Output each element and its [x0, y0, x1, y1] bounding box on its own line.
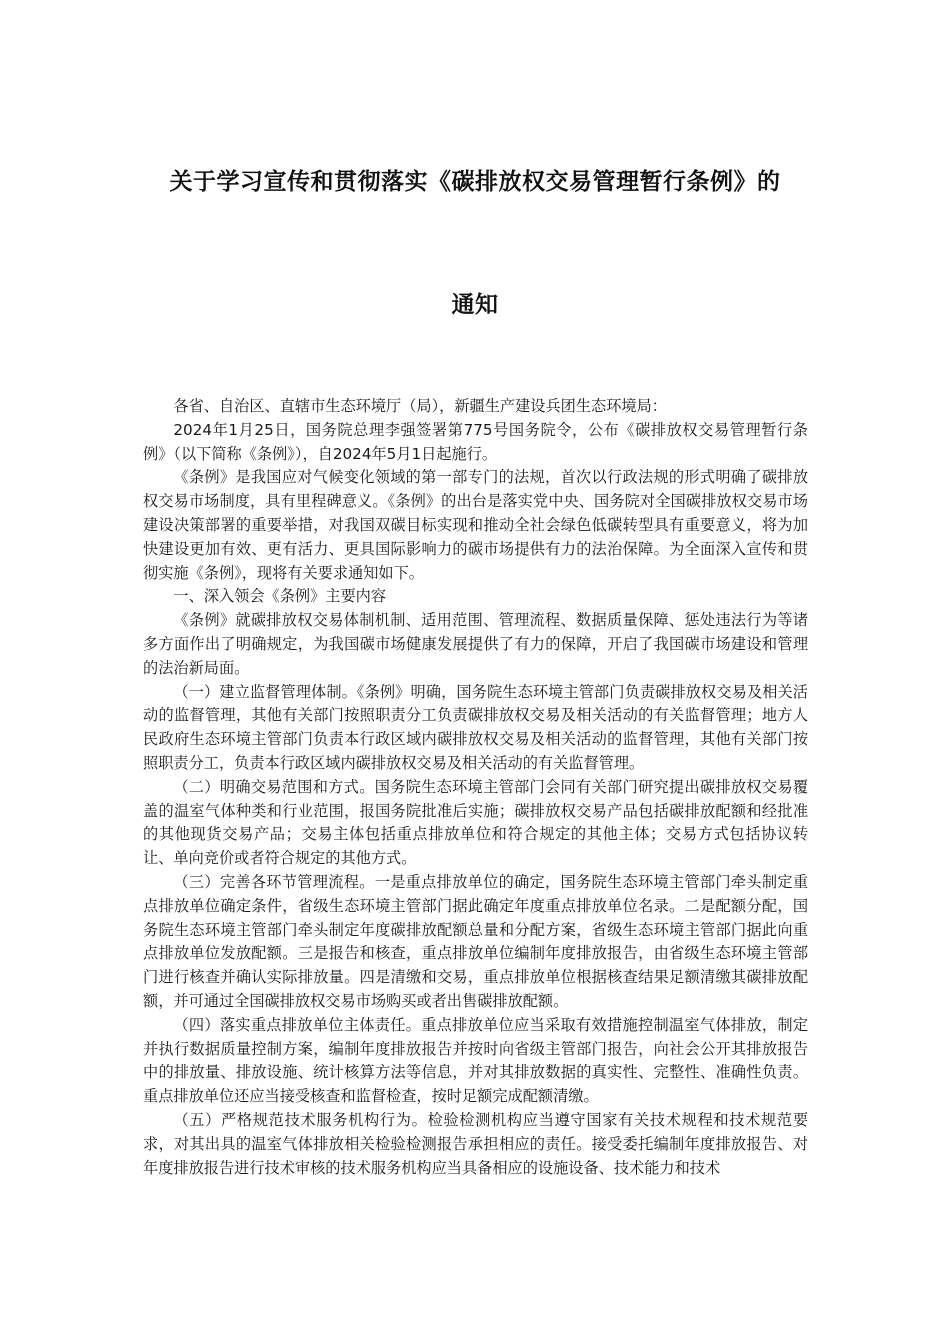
document-body [143, 395, 808, 1180]
paragraph-decree: 2024年1月25日，国务院总理李强签署第775号国务院令，公布《碳排放权交易管理暂行条例》（以下简称《条例》），自2024年5月1日起施行。 [143, 420, 808, 463]
salutation: 各省、自治区、直辖市生态环境厅（局），新疆生产建设兵团生态环境局： [173, 397, 667, 415]
paragraph-item-5: （五）严格规范技术服务机构行为。检验检测机构应当遵守国家有关技术规程和技术规范要求，对其出具的温室气体排放相关检验检测报告承担相应的责任。接受委托编制年度排放报告、对年度排放报告进行技术审核的技术服务机构应当具备相应的设施设备、技术能力和技术 [143, 1110, 808, 1177]
paragraph-overview: 《条例》就碳排放权交易体制机制、适用范围、管理流程、数据质量保障、惩处违法行为等诸多方面作出了明确规定，为我国碳市场健康发展提供了有力的保障，开启了我国碳市场建设和管理的法治新局面。 [143, 611, 808, 677]
paragraph-item-4: （四）落实重点排放单位主体责任。重点排放单位应当采取有效措施控制温室气体排放，制定并执行数据质量控制方案，编制年度排放报告并按时向省级主管部门报告，向社会公开其排放报告中的排放量、排放设施、统计核算方法等信息，并对其排放数据的真实性、完整性、准确性负责。重点排放单位还应当接受核查和监督检查，按时足额完成配额清缴。 [143, 1015, 808, 1106]
paragraph-item-2: （二）明确交易范围和方式。国务院生态环境主管部门会同有关部门研究提出碳排放权交易覆盖的温室气体种类和行业范围，报国务院批准后实施；碳排放权交易产品包括碳排放配额和经批准的其他现货交易产品；交易主体包括重点排放单位和符合规定的其他主体；交易方式包括协议转让、单向竞价或者符合规定的其他方式。 [143, 777, 808, 868]
paragraph-item-1: （一）建立监督管理体制。《条例》明确，国务院生态环境主管部门负责碳排放权交易及相关活动的监督管理，其他有关部门按照职责分工负责碳排放权交易及相关活动的有关监督管理；地方人民政府生态环境主管部门负责本行政区域内碳排放权交易及相关活动的监督管理，其他有关部门按照职责分工，负责本行政区域内碳排放权交易及相关活动的有关监督管理。 [143, 682, 808, 772]
paragraph-item-3: （三）完善各环节管理流程。一是重点排放单位的确定，国务院生态环境主管部门牵头制定重点排放单位确定条件，省级生态环境主管部门据此确定年度重点排放单位名录。二是配额分配，国务院生态环境主管部门牵头制定年度碳排放配额总量和分配方案，省级生态环境主管部门据此向重点排放单位发放配额。三是报告和核查，重点排放单位编制年度排放报告，由省级生态环境主管部门进行核查并确认实际排放量。四是清缴和交易，重点排放单位根据核查结果足额清缴其碳排放配额，并可通过全国碳排放权交易市场购买或者出售碳排放配额。 [143, 872, 808, 1010]
section-heading-1: 一、深入领会《条例》主要内容 [173, 587, 387, 606]
document-title-line2: 通知 [451, 292, 499, 318]
document-title-line1: 关于学习宣传和贯彻落实《碳排放权交易管理暂行条例》的 [169, 169, 781, 195]
paragraph-significance: 《条例》是我国应对气候变化领域的第一部专门的法规，首次以行政法规的形式明确了碳排放权交易市场制度，具有里程碑意义。《条例》的出台是落实党中央、国务院对全国碳排放权交易市场建设决策部署的重要举措，对我国双碳目标实现和推动全社会绿色低碳转型具有重要意义，将为加快建设更加有效、更有活力、更具国际影响力的碳市场提供有力的法治保障。为全面深入宣传和贯彻实施《条例》，现将有关要求通知如下。 [143, 468, 808, 582]
